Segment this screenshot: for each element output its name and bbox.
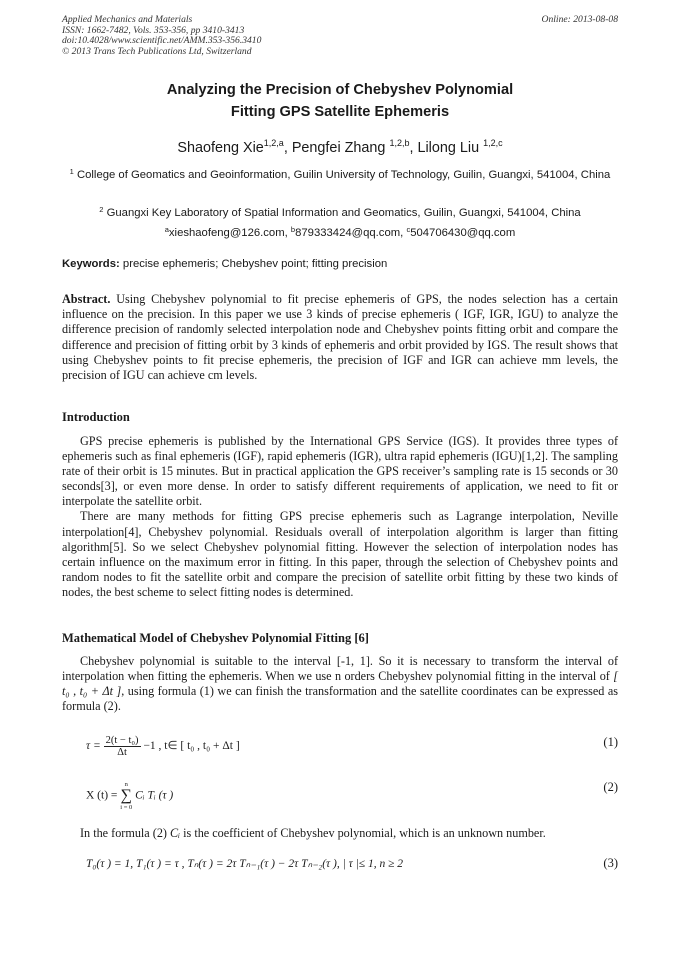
affiliation-text: College of Geomatics and Geoinformation, Guilin University of Technology, Guilin, Guangxi, 541004, China bbox=[76, 169, 611, 181]
email-superscript: c bbox=[406, 225, 411, 234]
fraction-denominator: Δt bbox=[117, 747, 127, 758]
author-superscript: 1,2,b bbox=[389, 138, 410, 148]
doi-line: doi:10.4028/www.scientific.net/AMM.353-356.3410 bbox=[62, 35, 262, 47]
author-superscript: 1,2,a bbox=[263, 138, 284, 148]
model-body bbox=[62, 654, 618, 714]
equation-number: (2) bbox=[603, 780, 618, 794]
email-superscript: a bbox=[164, 225, 169, 234]
paragraph-text: Chebyshev polynomial is suitable to the interval [-1, 1]. So it is necessary to transform the interval of interpolation when fitting the ephemeris. When we use n orders Chebyshev polynomial fitting in the interval of bbox=[62, 654, 618, 684]
equation-number: (1) bbox=[603, 735, 618, 749]
affiliation-1 bbox=[62, 164, 618, 183]
author-emails: $^a$xieshaofeng@126.com, $^b$879333424@qq.com, $^c$504706430@qq.com bbox=[164, 225, 516, 239]
email-address[interactable]: 879333424@qq.com bbox=[295, 227, 401, 239]
paragraph-text: In the formula (2) bbox=[80, 826, 167, 840]
copyright-line: © 2013 Trans Tech Publications Ltd, Switzerland bbox=[62, 45, 252, 57]
email-address[interactable]: xieshaofeng@126.com bbox=[168, 227, 285, 239]
abstract-label: Abstract. bbox=[62, 292, 111, 306]
equation-rhs: −1 , t∈ [ t₀ , t₀ + Δt ] bbox=[143, 740, 240, 753]
equation-lhs: τ = bbox=[86, 740, 101, 753]
section-heading-introduction: Introduction bbox=[62, 410, 130, 424]
section-heading-model: Mathematical Model of Chebyshev Polynomial Fitting [6] bbox=[62, 631, 369, 645]
coefficient-symbol: Cᵢ bbox=[170, 826, 181, 840]
author-name: Lilong Liu bbox=[417, 140, 480, 156]
paper-title bbox=[62, 80, 618, 123]
equation-rhs: Cᵢ Tᵢ (τ ) bbox=[135, 789, 174, 802]
title-line-1: Analyzing the Precision of Chebyshev Polynomial bbox=[166, 82, 514, 98]
author-list: Shaofeng Xie$^{1,2,a}$, Pengfei Zhang $^{1,2,b}$, Lilong Liu $^{1,2,c}$ bbox=[177, 138, 503, 156]
email-address[interactable]: 504706430@qq.com bbox=[410, 227, 516, 239]
online-date: Online: 2013-08-08 bbox=[541, 14, 618, 25]
author-name: Shaofeng Xie bbox=[177, 140, 264, 156]
title-line-2: Fitting GPS Satellite Ephemeris bbox=[230, 103, 450, 120]
affiliation-text: Guangxi Key Laboratory of Spatial Information and Geomatics, Guilin, Guangxi, 541004, China bbox=[106, 207, 581, 219]
sum-lower-limit: i = 0 bbox=[120, 804, 133, 811]
affiliation-number: 2 bbox=[99, 205, 104, 214]
affiliation-2 bbox=[62, 202, 618, 221]
introduction-body bbox=[62, 434, 618, 600]
abstract bbox=[62, 292, 618, 383]
abstract-text: Using Chebyshev polynomial to fit precise ephemeris of GPS, the nodes selection has a certain influence on the precision. In this paper we use 3 kinds of precise ephemeris ( IGF, IGR, IGU) to analyze the difference precision of randomly selected interpolation node and Chebyshev points fitting orbit and compare the difference and precision of fitting orbit by 3 kinds of ephemeris and orbit provided by IGS. The result shows that using Chebyshev points to fit precise ephemeris, the precision of IGF and IGR can achieve mm levels, the precision of IGU can achieve cm levels. bbox=[62, 292, 619, 383]
author-name: Pengfei Zhang bbox=[291, 140, 386, 156]
equation-fraction bbox=[104, 735, 141, 758]
interval-expression: [ t₀ , t₀ + Δt ] bbox=[62, 669, 619, 699]
paragraph-text: is the coefficient of Chebyshev polynomial, which is an unknown number. bbox=[183, 826, 546, 840]
coefficient-paragraph bbox=[62, 826, 618, 841]
equation-body: T₀(τ ) = 1, T₁(τ ) = τ , Tₙ(τ ) = 2τ Tₙ₋₁(τ ) − 2τ Tₙ₋₂(τ ), | τ |≤ 1, n ≥ 2 bbox=[86, 858, 404, 870]
equation-lhs: X (t) = bbox=[86, 789, 118, 802]
equation-number: (3) bbox=[603, 856, 618, 870]
author-superscript: 1,2,c bbox=[483, 138, 503, 148]
equation-2 bbox=[86, 780, 618, 810]
keywords-text: precise ephemeris; Chebyshev point; fitting precision bbox=[122, 258, 388, 270]
fraction-numerator: 2(t − t₀) bbox=[105, 735, 139, 746]
paragraph: There are many methods for fitting GPS precise ephemeris such as Lagrange interpolation, Neville interpolation[4], Chebyshev polynomial. Residuals overall of interpolation algorithm is larger than fitting algorithm[5]. So we select Chebyshev polynomial fitting. However the selection of interpolation nodes has certain influence on the maximum error in fitting. In this paper, through the selection of Chebyshev points and random nodes to fit the satellite orbit and compare the precision of satellite orbit fitting by these two kinds of nodes, the best scheme to select fitting nodes is determined. bbox=[62, 509, 618, 599]
paragraph-text: , using formula (1) we can finish the transformation and the satellite coordinates can be expressed as formula (2). bbox=[62, 684, 618, 714]
keywords-label: Keywords: bbox=[62, 258, 120, 270]
journal-name: Applied Mechanics and Materials bbox=[62, 14, 193, 25]
equation-3 bbox=[86, 856, 618, 876]
running-header bbox=[62, 15, 618, 57]
keywords bbox=[62, 258, 618, 270]
summation bbox=[120, 780, 132, 812]
issn-line: ISSN: 1662-7482, Vols. 353-356, pp 3410-3413 bbox=[62, 24, 245, 36]
equation-1 bbox=[86, 735, 618, 767]
paragraph bbox=[62, 654, 618, 714]
sigma-symbol: ∑ bbox=[120, 787, 132, 804]
affiliation-number: 1 bbox=[69, 167, 74, 176]
email-superscript: b bbox=[290, 225, 296, 234]
sum-upper-limit: n bbox=[124, 781, 128, 788]
paragraph: GPS precise ephemeris is published by the International GPS Service (IGS). It provides three types of ephemeris such as final ephemeris (IGF), rapid ephemeris (IGR), ultra rapid ephemeris (IGU)[1,2]. The sampling rate of their orbit is 15 minutes. But in practical application the GPS receiver’s sampling rate is 15 seconds or 30 seconds[3], or even more dense. In order to satisfy different requirements of application, we need to fit or interpolate the satellite orbit. bbox=[62, 434, 618, 509]
